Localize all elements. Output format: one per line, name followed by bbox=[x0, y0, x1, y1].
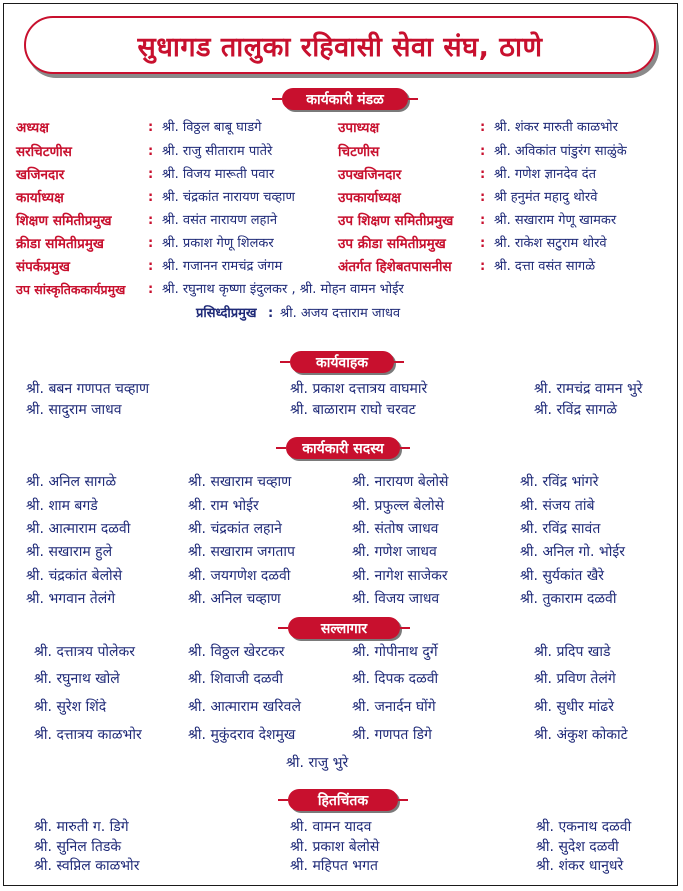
colon-separator: : bbox=[148, 236, 154, 251]
member-name: श्री. संजय तांबे bbox=[520, 498, 595, 514]
member-name: श्री. वामन यादव bbox=[290, 819, 372, 835]
member-name: श्री. विजय जाधव bbox=[352, 591, 440, 607]
member-name: श्री. जनार्दन घोंगे bbox=[352, 699, 436, 715]
member-name: श्री. विजय मारूती पवार bbox=[162, 167, 275, 182]
member-name: श्री. दत्ता वसंत सागळे bbox=[494, 259, 596, 274]
member-name: श्री. संतोष जाधव bbox=[352, 521, 439, 537]
role-label: शिक्षण समितीप्रमुख bbox=[16, 213, 112, 229]
member-name: श्री. राजु सीताराम पातेरे bbox=[162, 144, 273, 159]
member-name: श्री. स्वप्निल काळभोर bbox=[34, 858, 140, 874]
member-name: श्री. रविंद्र सावंत bbox=[520, 521, 601, 537]
member-name: श्री. वसंत नारायण लहाने bbox=[162, 213, 278, 228]
member-name: श्री. राम भोईर bbox=[188, 498, 259, 514]
member-name: श्री. शंकर धानुधरे bbox=[536, 858, 624, 874]
member-name: श्री. अजय दत्ताराम जाधव bbox=[280, 306, 401, 321]
member-name: श्री. सुनिल तिडके bbox=[34, 839, 122, 855]
member-name: श्री. एकनाथ दळवी bbox=[536, 819, 632, 835]
role-label: उपकार्याध्यक्ष bbox=[338, 190, 401, 206]
member-name: श्री. चंद्रकांत लहाने bbox=[188, 521, 282, 537]
member-name: श्री. गणेश ज्ञानदेव दंत bbox=[494, 167, 597, 182]
member-name: श्री. महिपत भगत bbox=[290, 858, 378, 874]
member-name: श्री. शिवाजी दळवी bbox=[188, 671, 283, 687]
member-name: श्री. सखाराम गेणू खामकर bbox=[494, 213, 617, 228]
member-name: श्री. शंकर मारुती काळभोर bbox=[494, 120, 618, 135]
member-name: श्री. सादुराम जाधव bbox=[26, 402, 122, 418]
member-name: श्री. प्रकाश गेणू शिलकर bbox=[162, 236, 274, 251]
member-name: श्री. सखाराम हुले bbox=[26, 544, 113, 560]
colon-separator: : bbox=[480, 213, 486, 228]
colon-separator: : bbox=[148, 120, 154, 135]
role-label: खजिनदार bbox=[16, 167, 65, 183]
member-name: श्री. गणपत डिगे bbox=[352, 727, 432, 743]
member-name: श्री. तुकाराम दळवी bbox=[520, 591, 617, 607]
role-label: उपाध्यक्ष bbox=[338, 120, 380, 136]
member-name: श्री. अनिल सागळे bbox=[26, 474, 117, 490]
member-name: श्री. सखाराम चव्हाण bbox=[188, 474, 292, 490]
role-label: अंतर्गत हिशेबतपासनीस bbox=[338, 259, 452, 275]
member-name: श्री. सुरेश शिंदे bbox=[34, 699, 107, 715]
member-name: श्री. रामचंद्र वामन भुरे bbox=[534, 381, 643, 397]
member-name: श्री. आत्माराम खरिवले bbox=[188, 699, 301, 715]
member-name: श्री हनुमंत महादु थोरवे bbox=[494, 190, 598, 205]
role-label: सरचिटणीस bbox=[16, 144, 72, 160]
member-name: श्री. राकेश सटुराम थोरवे bbox=[494, 236, 607, 251]
member-name: श्री. चंद्रकांत नारायण चव्हाण bbox=[162, 190, 295, 205]
colon-separator: : bbox=[480, 167, 486, 182]
member-name: श्री. अनिल चव्हाण bbox=[188, 591, 281, 607]
member-name: श्री. रविंद्र भांगरे bbox=[520, 474, 599, 490]
role-label: उप सांस्कृतिककार्यप्रमुख bbox=[16, 282, 126, 297]
member-name: श्री. गणेश जाधव bbox=[352, 544, 437, 560]
member-name: श्री. शाम बगडे bbox=[26, 498, 98, 514]
colon-separator: : bbox=[480, 259, 486, 274]
member-name: श्री. सखाराम जगताप bbox=[188, 544, 295, 560]
role-label: प्रसिध्दीप्रमुख bbox=[196, 306, 257, 321]
role-label: संपर्कप्रमुख bbox=[16, 259, 70, 275]
member-name: श्री. नारायण बेलोसे bbox=[352, 474, 449, 490]
role-label: उप शिक्षण समितीप्रमुख bbox=[338, 213, 454, 229]
member-name: श्री. विठ्ठल बाबू घाडगे bbox=[162, 120, 262, 135]
page-title: सुधागड तालुका रहिवासी सेवा संघ, ठाणे bbox=[137, 31, 543, 63]
member-name: श्री. अंकुश कोकाटे bbox=[534, 727, 628, 743]
member-name: श्री. रघुनाथ कृष्णा इंदुलकर , श्री. मोहन वामन भोईर bbox=[162, 282, 404, 297]
title-banner bbox=[24, 16, 656, 74]
member-name: श्री. बबन गणपत चव्हाण bbox=[26, 381, 150, 397]
colon-separator: : bbox=[148, 167, 154, 182]
member-name: श्री. प्रकाश दत्तात्रय वाघमारे bbox=[290, 381, 428, 397]
role-label: कार्याध्यक्ष bbox=[16, 190, 64, 206]
member-name: श्री. भगवान तेलंगे bbox=[26, 591, 116, 607]
colon-separator: : bbox=[148, 144, 154, 159]
member-name: श्री. अविकांत पांडुरंग साळुंके bbox=[494, 144, 627, 159]
member-name: श्री. प्रफुल्ल बेलोसे bbox=[352, 498, 445, 514]
role-label: चिटणीस bbox=[338, 144, 380, 160]
section-heading-sallagar: सल्लागार bbox=[288, 617, 400, 639]
role-label: अध्यक्ष bbox=[16, 120, 49, 136]
section-heading-karyavahak: कार्यवाहक bbox=[290, 351, 394, 373]
member-name: श्री. आत्माराम दळवी bbox=[26, 521, 131, 537]
colon-separator: : bbox=[480, 120, 486, 135]
member-name: श्री. गोपीनाथ दुर्गे bbox=[352, 644, 438, 660]
member-name: श्री. बाळाराम राघो चरवट bbox=[290, 402, 416, 418]
member-name: श्री. प्रकाश बेलोसे bbox=[290, 839, 380, 855]
member-name: श्री. गजानन रामचंद्र जंगम bbox=[162, 259, 283, 274]
colon-separator: : bbox=[148, 282, 154, 297]
member-name: श्री. प्रदिप खाडे bbox=[534, 644, 611, 660]
member-name: श्री. मारुती ग. डिगे bbox=[34, 819, 129, 835]
member-name: श्री. दिपक दळवी bbox=[352, 671, 439, 687]
role-label: क्रीडा समितीप्रमुख bbox=[16, 236, 104, 252]
member-name: श्री. मुकुंदराव देशमुख bbox=[188, 727, 296, 743]
member-name: श्री. सुधीर मांढरे bbox=[534, 699, 614, 715]
colon-separator: : bbox=[480, 144, 486, 159]
colon-separator: : bbox=[480, 190, 486, 205]
colon-separator: : bbox=[148, 259, 154, 274]
member-name: श्री. रघुनाथ खोले bbox=[34, 671, 120, 687]
colon-separator: : bbox=[148, 213, 154, 228]
member-name: श्री. दत्तात्रय काळभोर bbox=[34, 727, 142, 743]
member-name: श्री. प्रविण तेलंगे bbox=[534, 671, 616, 687]
colon-separator: : bbox=[480, 236, 486, 251]
member-name: श्री. दत्तात्रय पोलेकर bbox=[34, 644, 136, 660]
member-name: श्री. राजु भुरे bbox=[286, 755, 349, 771]
member-name: श्री. सुर्यकांत खैरे bbox=[520, 568, 605, 584]
member-name: श्री. अनिल गो. भोईर bbox=[520, 544, 625, 560]
member-name: श्री. जयगणेश दळवी bbox=[188, 568, 291, 584]
colon-separator: : bbox=[268, 306, 274, 321]
section-heading-karyakari-sadasya: कार्यकारी सदस्य bbox=[286, 437, 400, 459]
section-heading-karyakari-mandal: कार्यकारी मंडळ bbox=[282, 88, 408, 110]
member-name: श्री. विठ्ठल खेरटकर bbox=[188, 644, 285, 660]
member-name: श्री. नागेश साजेकर bbox=[352, 568, 448, 584]
colon-separator: : bbox=[148, 190, 154, 205]
role-label: उपखजिनदार bbox=[338, 167, 402, 183]
member-name: श्री. चंद्रकांत बेलोसे bbox=[26, 568, 123, 584]
member-name: श्री. रविंद्र सागळे bbox=[534, 402, 618, 418]
section-heading-hitchintak: हितचिंतक bbox=[288, 789, 398, 811]
member-name: श्री. सुदेश दळवी bbox=[536, 839, 619, 855]
role-label: उप क्रीडा समितीप्रमुख bbox=[338, 236, 446, 252]
